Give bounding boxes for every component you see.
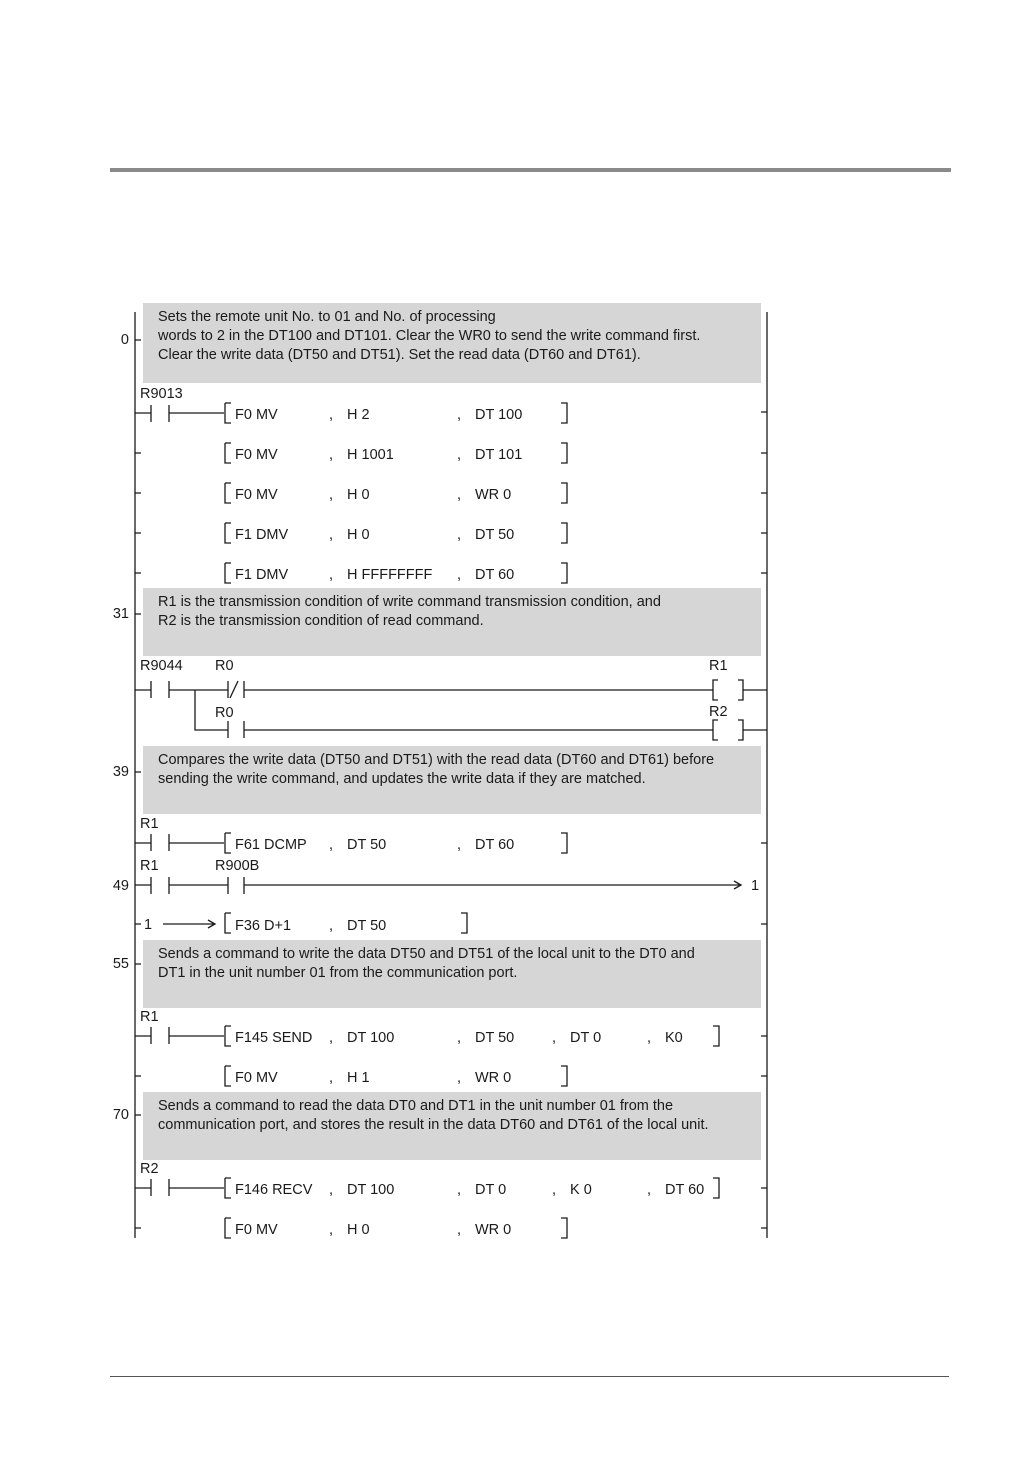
contact-r900b — [228, 877, 741, 894]
instruction-operand: WR 0 — [475, 1070, 512, 1086]
comment-line: R2 is the transmission condition of read command. — [158, 613, 484, 629]
instruction-op: F1 DMV — [235, 527, 289, 543]
instruction-op: F61 DCMP — [235, 837, 307, 853]
instruction-operand: WR 0 — [475, 1222, 512, 1238]
separator: , — [457, 837, 462, 853]
rbracket-5 — [561, 833, 567, 853]
contact-label: R0 — [215, 658, 234, 674]
instruction-operand: DT 101 — [475, 447, 523, 463]
instruction-operand: DT 100 — [347, 1182, 395, 1198]
jump-arrow-in — [163, 920, 215, 928]
separator: , — [457, 407, 462, 423]
separator: , — [329, 407, 334, 423]
bracket-5 — [225, 833, 231, 853]
bracket-10 — [225, 1218, 231, 1238]
footer-rule — [110, 1376, 949, 1377]
rbracket-0 — [561, 403, 567, 423]
instruction-operand: H 0 — [347, 487, 370, 503]
comment-box-55 — [143, 940, 761, 1008]
instruction-operand: DT 50 — [475, 527, 515, 543]
instruction-op: F146 RECV — [235, 1182, 313, 1198]
contact-r9044 — [135, 681, 228, 698]
instruction-operand: H 1001 — [347, 447, 394, 463]
instruction-operand: DT 0 — [570, 1030, 602, 1046]
jump-label: 1 — [751, 878, 760, 894]
instruction-operand: DT 100 — [347, 1030, 395, 1046]
rbracket-2 — [561, 483, 567, 503]
separator: , — [647, 1030, 652, 1046]
separator: , — [329, 1182, 334, 1198]
separator: , — [329, 487, 334, 503]
comment-box-0 — [143, 303, 761, 383]
separator: , — [329, 918, 334, 934]
instruction-operand: DT 50 — [347, 918, 387, 934]
separator: , — [552, 1182, 557, 1198]
rbracket-4 — [561, 563, 567, 583]
instruction-operand: H FFFFFFFF — [347, 567, 433, 583]
bracket-8 — [225, 1066, 231, 1086]
contact-label: R9044 — [140, 658, 183, 674]
contact-r9013 — [135, 405, 224, 422]
rbracket-3 — [561, 523, 567, 543]
rbracket-10 — [561, 1218, 567, 1238]
instruction-op: F0 MV — [235, 487, 278, 503]
rbracket-6 — [461, 913, 467, 933]
comment-line: Clear the write data (DT50 and DT51). Set the read data (DT60 and DT61). — [158, 347, 641, 363]
comment-line: Sets the remote unit No. to 01 and No. of processing — [158, 309, 496, 325]
jump-label: 1 — [144, 917, 153, 933]
step-number: 49 — [112, 878, 129, 894]
comment-line: Sends a command to write the data DT50 and DT51 of the local unit to the DT0 and — [158, 946, 695, 962]
instruction-operand: H 0 — [347, 527, 370, 543]
comment-box-70 — [143, 1092, 761, 1160]
separator: , — [457, 447, 462, 463]
instruction-operand: WR 0 — [475, 487, 512, 503]
bracket-3 — [225, 523, 231, 543]
contact-r1-b — [135, 877, 228, 894]
rbracket-9 — [713, 1178, 719, 1198]
contact-label: R1 — [140, 816, 159, 832]
coil-label: R2 — [709, 704, 728, 720]
instruction-operand: DT 60 — [665, 1182, 705, 1198]
rbracket-1 — [561, 443, 567, 463]
instruction-operand: H 2 — [347, 407, 370, 423]
comment-box-31 — [143, 588, 761, 656]
instruction-operand: DT 60 — [475, 567, 515, 583]
bracket-9 — [225, 1178, 231, 1198]
step-number: 39 — [112, 764, 129, 780]
step-number: 31 — [112, 606, 129, 622]
contact-label: R1 — [140, 1009, 159, 1025]
instruction-op: F0 MV — [235, 1070, 278, 1086]
instruction-operand: DT 60 — [475, 837, 515, 853]
contact-r1-a — [135, 834, 224, 851]
comment-line: Compares the write data (DT50 and DT51) with the read data (DT60 and DT61) before — [158, 752, 715, 768]
coil-label: R1 — [709, 658, 728, 674]
separator: , — [329, 837, 334, 853]
separator: , — [329, 527, 334, 543]
instruction-operand: DT 0 — [475, 1182, 507, 1198]
bracket-6 — [225, 913, 231, 933]
bracket-2 — [225, 483, 231, 503]
separator: , — [457, 1070, 462, 1086]
comment-line: sending the write command, and updates the write data if they are matched. — [158, 771, 646, 787]
separator: , — [647, 1182, 652, 1198]
comment-line: communication port, and stores the result in the data DT60 and DT61 of the local unit. — [158, 1117, 709, 1133]
separator: , — [329, 567, 334, 583]
separator: , — [457, 567, 462, 583]
contact-r1-c — [135, 1027, 224, 1044]
instruction-operand: H 1 — [347, 1070, 370, 1086]
comment-box-39 — [143, 746, 761, 814]
contact-r0-nc — [228, 681, 713, 698]
separator: , — [329, 447, 334, 463]
instruction-operand: DT 100 — [475, 407, 523, 423]
comment-line: R1 is the transmission condition of write command transmission condition, and — [158, 594, 661, 610]
coil-r2 — [713, 720, 767, 740]
rbracket-7 — [713, 1026, 719, 1046]
instruction-op: F1 DMV — [235, 567, 289, 583]
instruction-op: F0 MV — [235, 407, 278, 423]
separator: , — [329, 1070, 334, 1086]
separator: , — [457, 1222, 462, 1238]
comment-line: words to 2 in the DT100 and DT101. Clear the WR0 to send the write command first. — [158, 328, 701, 344]
separator: , — [329, 1222, 334, 1238]
separator: , — [457, 1182, 462, 1198]
bracket-0 — [225, 403, 231, 423]
separator: , — [457, 1030, 462, 1046]
contact-label: R1 — [140, 858, 159, 874]
rbracket-8 — [561, 1066, 567, 1086]
instruction-operand: DT 50 — [475, 1030, 515, 1046]
instruction-op: F0 MV — [235, 1222, 278, 1238]
instruction-op: F36 D+1 — [235, 918, 292, 934]
instruction-operand: K0 — [665, 1030, 683, 1046]
comment-line: Sends a command to read the data DT0 and DT1 in the unit number 01 from the — [158, 1098, 674, 1114]
separator: , — [552, 1030, 557, 1046]
comment-line: DT1 in the unit number 01 from the communication port. — [158, 965, 518, 981]
instruction-op: F0 MV — [235, 447, 278, 463]
step-number: 0 — [120, 332, 129, 348]
bracket-7 — [225, 1026, 231, 1046]
step-number: 70 — [112, 1107, 129, 1123]
separator: , — [329, 1030, 334, 1046]
contact-label: R9013 — [140, 386, 183, 402]
coil-r1 — [713, 680, 767, 700]
instruction-operand: DT 50 — [347, 837, 387, 853]
bracket-4 — [225, 563, 231, 583]
instruction-operand: K 0 — [570, 1182, 592, 1198]
bracket-1 — [225, 443, 231, 463]
contact-r0-no — [228, 721, 713, 738]
contact-label: R900B — [215, 858, 260, 874]
step-number: 55 — [112, 956, 129, 972]
separator: , — [457, 487, 462, 503]
instruction-operand: H 0 — [347, 1222, 370, 1238]
contact-label: R0 — [215, 705, 234, 721]
contact-label: R2 — [140, 1161, 159, 1177]
separator: , — [457, 527, 462, 543]
contact-r2 — [135, 1179, 224, 1196]
instruction-op: F145 SEND — [235, 1030, 313, 1046]
